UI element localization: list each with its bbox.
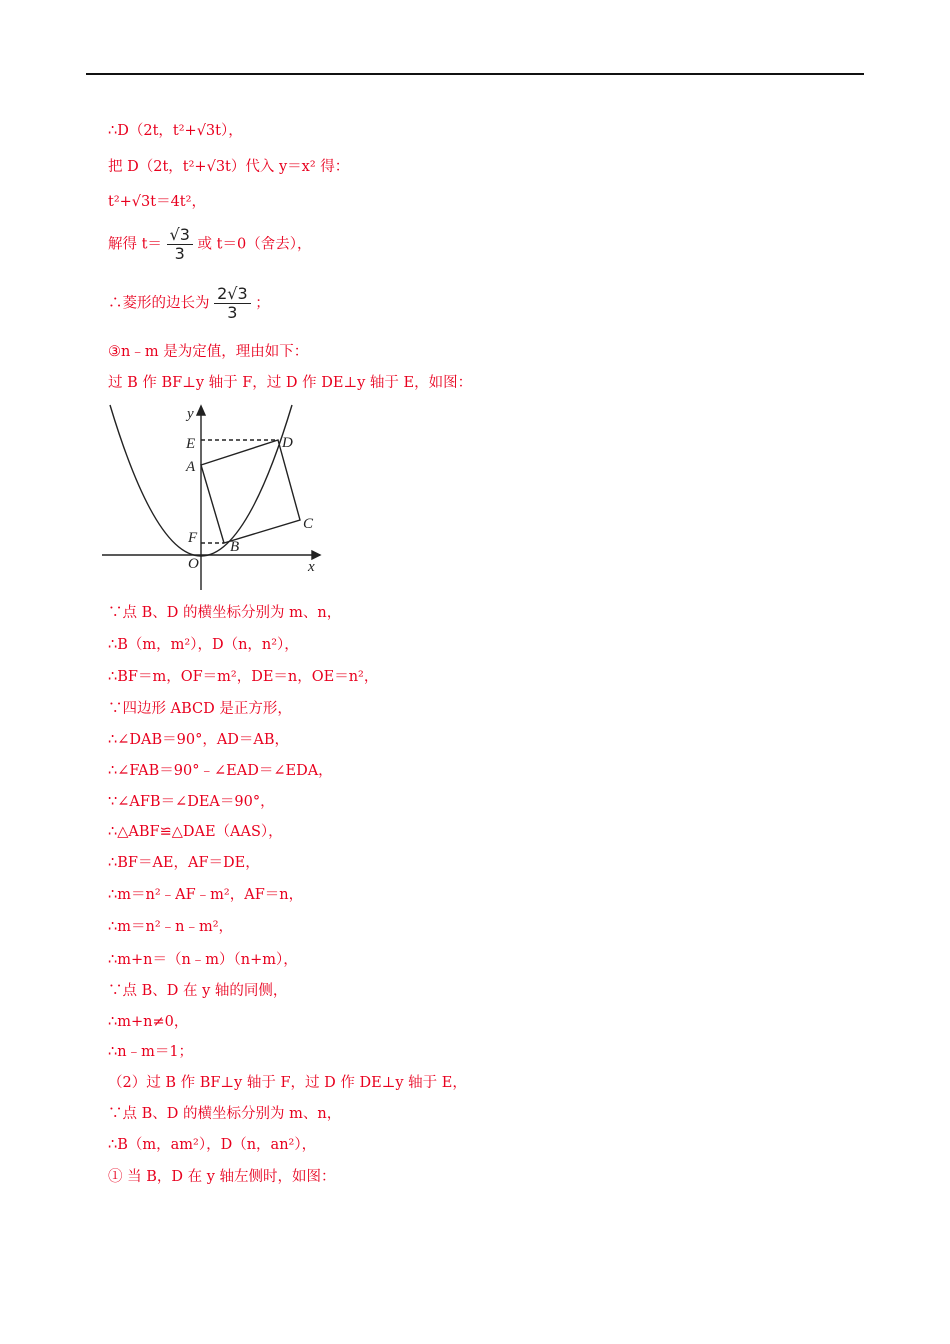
label-a: A [186,459,196,475]
line-14: ∵∠AFB＝∠DEA＝90°， [108,794,275,810]
fraction-sqrt3-over-3 [167,226,193,263]
line-5-prefix: ∴菱形的边长为 [108,295,210,312]
line-13: ∴∠FAB＝90°﹣∠EAD＝∠EDA， [108,763,333,779]
line-8: ∵点 B、D 的横坐标分别为 m、n， [108,605,342,621]
line-6: ③n﹣m 是为定值，理由如下： [108,344,309,360]
line-19: ∴m+n＝（n﹣m）（n+m）， [108,952,298,968]
header-rule [86,73,864,75]
line-9: ∴B（m，m²），D（n，n²）， [108,637,299,653]
line-23: （2）过 B 作 BF⊥y 轴于 F，过 D 作 DE⊥y 轴于 E， [108,1075,467,1091]
label-e: E [186,436,196,452]
fraction-numerator: √3 [167,226,193,245]
line-5-suffix: ； [255,295,270,312]
label-b: B [230,539,240,555]
line-10: ∴BF＝m，OF＝m²，DE＝n，OE＝n²， [108,669,379,685]
line-11: ∵四边形 ABCD 是正方形， [108,701,292,717]
line-4-suffix: 或 t＝0（舍去）， [197,236,312,253]
label-o: O [188,556,199,572]
label-y: y [187,406,194,422]
parabola-square-figure [102,400,332,590]
y-axis-arrow [197,406,205,415]
label-x: x [308,559,315,575]
line-1: ∴D（2t，t²+√3t）， [108,123,243,139]
line-18: ∴m＝n²﹣n﹣m²， [108,919,234,935]
line-2: 把 D（2t，t²+√3t）代入 y＝x² 得： [108,159,350,175]
line-26: ① 当 B，D 在 y 轴左侧时，如图： [108,1169,336,1185]
label-c: C [303,516,314,532]
label-f: F [188,530,198,546]
line-4-prefix: 解得 t＝ [108,236,162,253]
line-5 [108,285,270,322]
line-21: ∴m+n≠0， [108,1014,189,1030]
line-7: 过 B 作 BF⊥y 轴于 F，过 D 作 DE⊥y 轴于 E，如图： [108,375,473,391]
line-17: ∴m＝n²﹣AF﹣m²，AF＝n， [108,887,304,903]
line-3: t²+√3t＝4t²， [108,194,206,210]
fraction-2sqrt3-over-3 [214,285,251,322]
line-16: ∴BF＝AE，AF＝DE， [108,855,260,871]
line-12: ∴∠DAB＝90°，AD＝AB， [108,732,290,748]
x-axis-arrow [312,551,320,559]
square-abcd [201,440,300,543]
fraction-denominator: 3 [174,244,185,263]
line-4 [108,226,311,263]
line-15: ∴△ABF≌△DAE（AAS）， [108,824,283,840]
fraction-numerator: 2√3 [214,285,251,304]
label-d: D [282,435,293,451]
line-24: ∵点 B、D 的横坐标分别为 m、n， [108,1106,342,1122]
fraction-denominator: 3 [227,303,238,322]
line-22: ∴n﹣m＝1； [108,1044,194,1060]
line-20: ∵点 B、D 在 y 轴的同侧， [108,983,288,999]
line-25: ∴B（m，am²），D（n，an²）， [108,1137,317,1153]
